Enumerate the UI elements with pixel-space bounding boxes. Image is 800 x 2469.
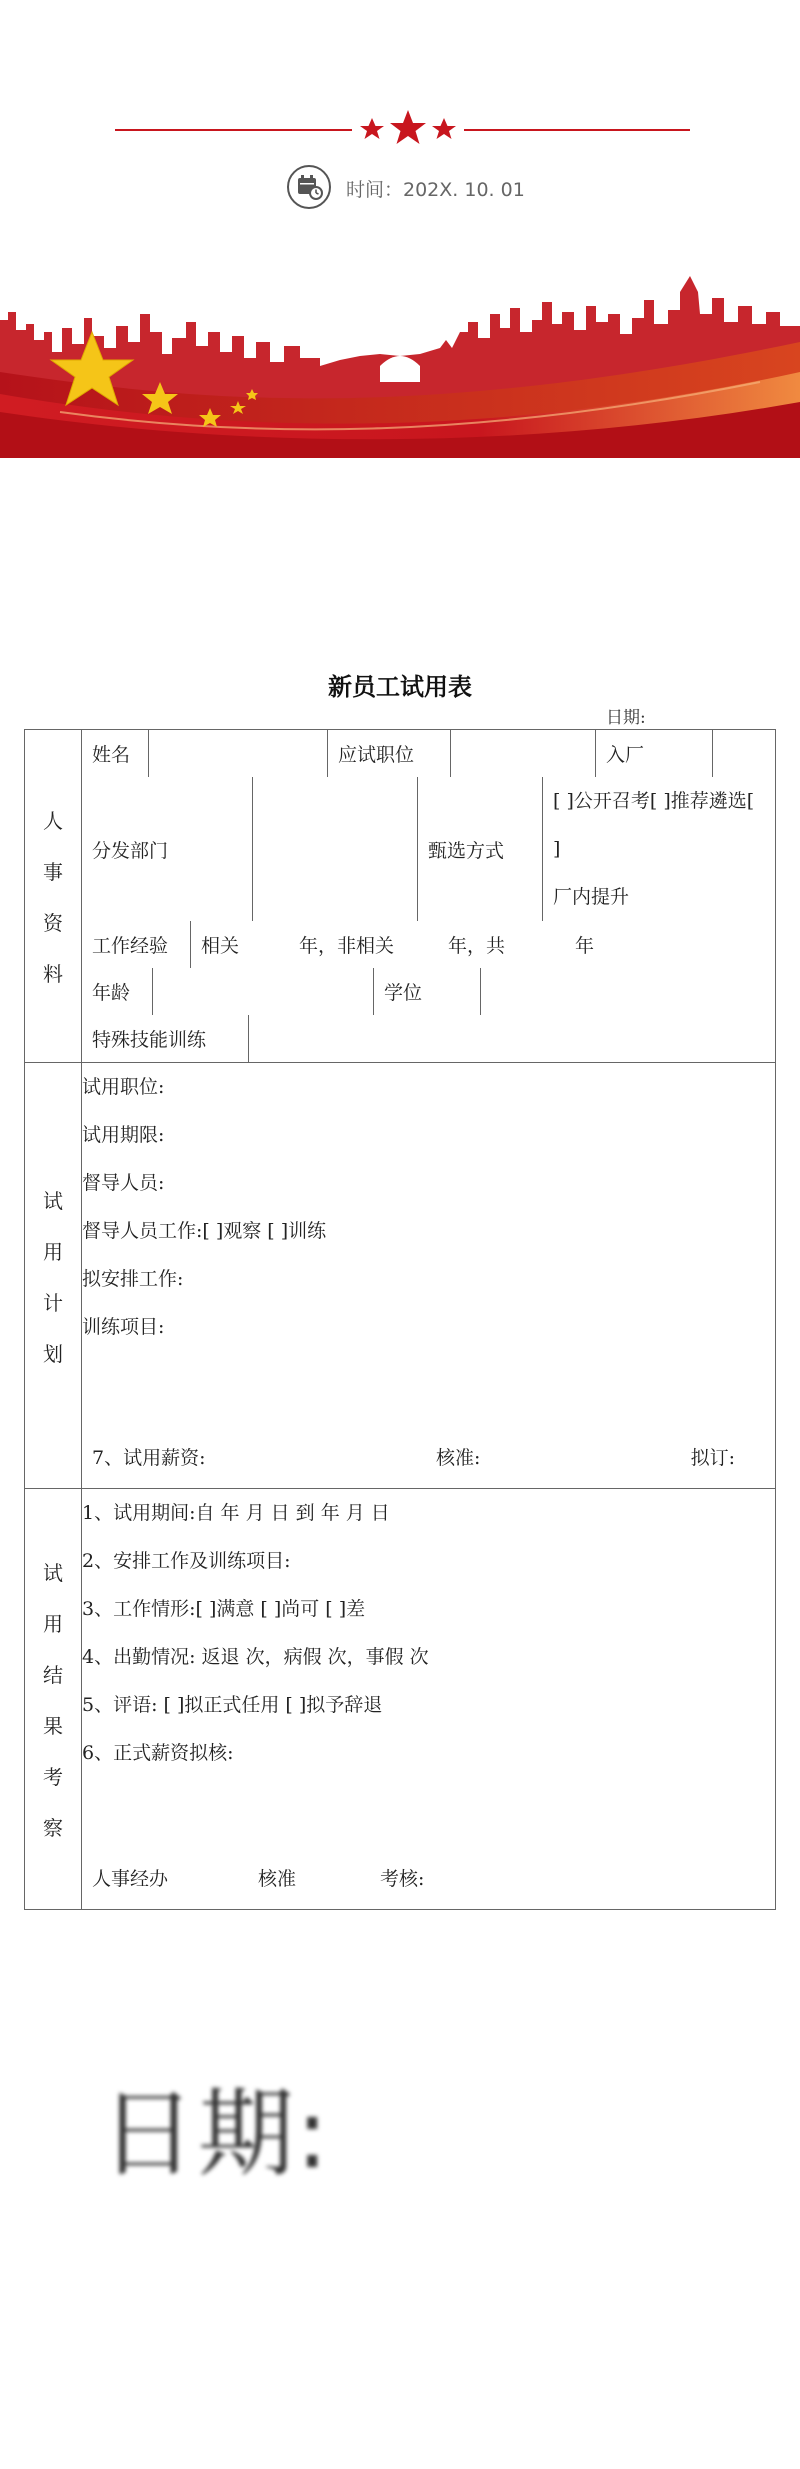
skills-label: 特殊技能训练	[82, 1015, 249, 1062]
source-options-a: [ ]公开召考[ ]推荐遴选[ ]	[553, 790, 755, 860]
personnel-section	[25, 730, 776, 1063]
result-approve: 核准	[258, 1868, 297, 1890]
position-field[interactable]	[451, 730, 596, 777]
result-line-5: 5、评语: [ ]拟正式任用 [ ]拟予辞退	[82, 1694, 383, 1716]
dept-field[interactable]	[253, 777, 418, 921]
degree-label: 学位	[374, 968, 481, 1015]
section-label-text	[43, 1557, 63, 1841]
result-line-2: 2、安排工作及训练项目:	[82, 1550, 291, 1572]
source-options-b: 厂内提升	[553, 886, 630, 908]
age-field[interactable]	[153, 968, 374, 1015]
join-label: 入厂	[596, 730, 713, 777]
footer-date-label: 日期:	[100, 2078, 331, 2190]
dept-label: 分发部门	[82, 777, 253, 921]
exp-total: 年，共	[448, 935, 506, 957]
result-line-6: 6、正式薪资拟核:	[82, 1742, 234, 1764]
plan-section	[25, 1063, 776, 1489]
plan-approve: 核准:	[436, 1447, 481, 1469]
section-label-char: 计	[43, 1290, 63, 1315]
plan-content[interactable]	[82, 1063, 776, 1489]
degree-field[interactable]	[481, 968, 776, 1015]
plan-period: 试用期限:	[82, 1124, 165, 1146]
result-signature-row	[92, 1855, 424, 1903]
section-label-char: 考	[43, 1765, 63, 1789]
section-label-char: 事	[43, 860, 63, 884]
section-label-char: 料	[43, 962, 63, 986]
result-hr-manager: 人事经办	[92, 1868, 169, 1890]
plan-draft: 拟订:	[690, 1447, 735, 1469]
skyline-banner	[0, 262, 800, 458]
section-label-char: 果	[43, 1714, 63, 1738]
name-field[interactable]	[149, 730, 328, 777]
result-review: 考核:	[380, 1868, 425, 1890]
plan-arranged-work: 拟安排工作:	[82, 1268, 184, 1290]
section-label-char: 用	[43, 1612, 63, 1636]
exp-nonrelated: 年，非相关	[299, 935, 395, 957]
trial-form-table	[24, 729, 776, 1910]
plan-training: 训练项目:	[82, 1316, 165, 1338]
age-label: 年龄	[82, 968, 153, 1015]
plan-salary-row	[92, 1434, 735, 1482]
select-method-label: 甄选方式	[418, 777, 543, 921]
skills-field[interactable]	[249, 1015, 776, 1062]
plan-supervisor: 督导人员:	[82, 1172, 165, 1194]
exp-related: 相关	[201, 935, 240, 957]
result-line-1: 1、试用期间:自 年 月 日 到 年 月 日	[82, 1502, 390, 1524]
plan-supervisor-work: 督导人员工作:[ ]观察 [ ]训练	[82, 1220, 327, 1242]
section-label-char: 察	[43, 1816, 63, 1840]
section-label-char: 人	[43, 809, 63, 833]
position-label: 应试职位	[328, 730, 451, 777]
join-field[interactable]	[713, 730, 776, 777]
section-label-char: 用	[43, 1239, 63, 1264]
section-label-text	[43, 805, 63, 987]
time-row	[0, 165, 800, 211]
result-line-4: 4、出勤情况: 返退 次，病假 次，事假 次	[82, 1646, 429, 1668]
section-label-result	[25, 1489, 82, 1910]
plan-salary: 7、试用薪资:	[92, 1447, 206, 1469]
select-method-options[interactable]	[543, 777, 776, 921]
calendar-clock-icon	[287, 165, 331, 209]
section-label-char: 划	[43, 1341, 63, 1366]
experience-field[interactable]	[191, 921, 776, 968]
star-divider	[0, 105, 800, 155]
star-icon	[360, 118, 384, 139]
section-label-char: 试	[43, 1561, 63, 1585]
section-label-personnel	[25, 730, 82, 1063]
exp-year: 年	[575, 935, 595, 957]
section-label-char: 结	[43, 1663, 63, 1687]
form-date-label: 日期:	[606, 708, 646, 728]
personnel-rows	[82, 730, 775, 777]
experience-label: 工作经验	[82, 921, 191, 968]
result-content[interactable]	[82, 1489, 776, 1910]
plan-position: 试用职位:	[82, 1076, 165, 1098]
name-label: 姓名	[82, 730, 149, 777]
result-line-3: 3、工作情形:[ ]满意 [ ]尚可 [ ]差	[82, 1598, 366, 1620]
star-icon	[390, 110, 426, 144]
star-icon	[432, 118, 456, 139]
section-label-plan	[25, 1063, 82, 1489]
section-label-text	[43, 1185, 63, 1367]
time-label: 时间：202X. 10. 01	[346, 179, 525, 201]
section-label-char: 试	[43, 1188, 63, 1213]
form-title: 新员工试用表	[328, 673, 472, 701]
section-label-char: 资	[43, 911, 63, 935]
result-section	[25, 1489, 776, 1910]
